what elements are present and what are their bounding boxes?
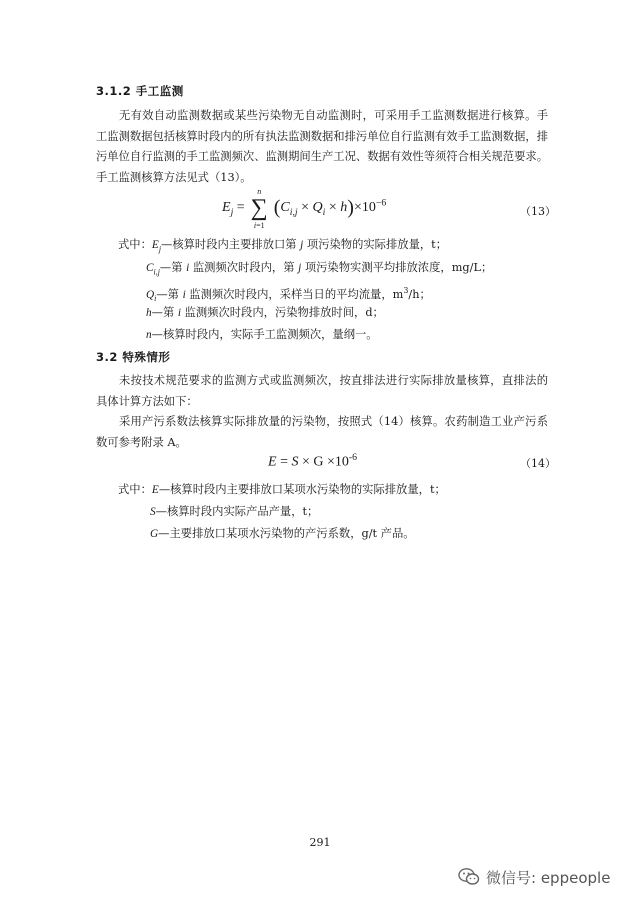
watermark-text: 微信号: eppeople [486,868,611,887]
definition-n: n—核算时段内，实际手工监测频次，量纲一。 [146,328,378,341]
definition-g: G—主要排放口某项水污染物的产污系数，g/t 产品。 [150,527,415,540]
definition-e-j: 式中：$E_j—$核算时段内主要排放口第 j 项污染物的实际排放量，t； [118,238,448,254]
manual-monitoring-paragraph: 无有效自动监测数据或某些污染物无自动监测时，可采用手工监测数据进行核算。手工监测数据包括核算时段内的所有执法监测数据和排污单位自行监测有效手工监测数据，排污单位自行监测的手工监测频次、监测期间生产工况、数据有效性等须符合相关规范要求。手工监测核算方法见式（13）。 [96,109,548,184]
section-heading-3-2: 3.2 特殊情形 [96,350,171,364]
wechat-watermark [458,866,610,888]
summation-symbol: n ∑ i=1 [250,187,268,230]
definition-h: h—第 i 监测频次时段内，污染物排放时间，d； [146,306,384,319]
equation-14-number: （14） [520,457,556,470]
equation-13-number: （13） [520,205,556,218]
definition-c-ij: $C_{i,j}—$第 i 监测频次时段内，第 j 项污染物实测平均排放浓度，mg/L； [146,261,493,277]
definition-e: 式中：E—核算时段内主要排放口某项水污染物的实际排放量，t； [118,483,446,496]
definition-s: S—核算时段内实际产品产量，t； [150,505,319,518]
special-case-paragraph-2: 采用产污系数法核算实际排放量的污染物，按照式（14）核算。农药制造工业产污系数可参考附录 A。 [96,415,548,449]
definition-q-i: $Q_i—$第 i 监测频次时段内，采样当日的平均流量，$m^3/h$； [146,286,431,304]
equation-13: $E_j$ = n ∑ i=1 $(C_{i,j} \times Q_i \times h)\times 10^{-6}$ [222,187,387,230]
section-heading-3-1-2: 3.1.2 手工监测 [96,84,184,98]
wechat-icon [458,867,480,887]
page-number: 291 [309,836,331,849]
special-case-paragraph-1: 未按技术规范要求的监测方式或监测频次，按直排法进行实际排放量核算，直排法的具体计算方法如下： [96,374,548,408]
equation-14: $E = S \times G \times 10^{-6}$ [268,452,358,470]
